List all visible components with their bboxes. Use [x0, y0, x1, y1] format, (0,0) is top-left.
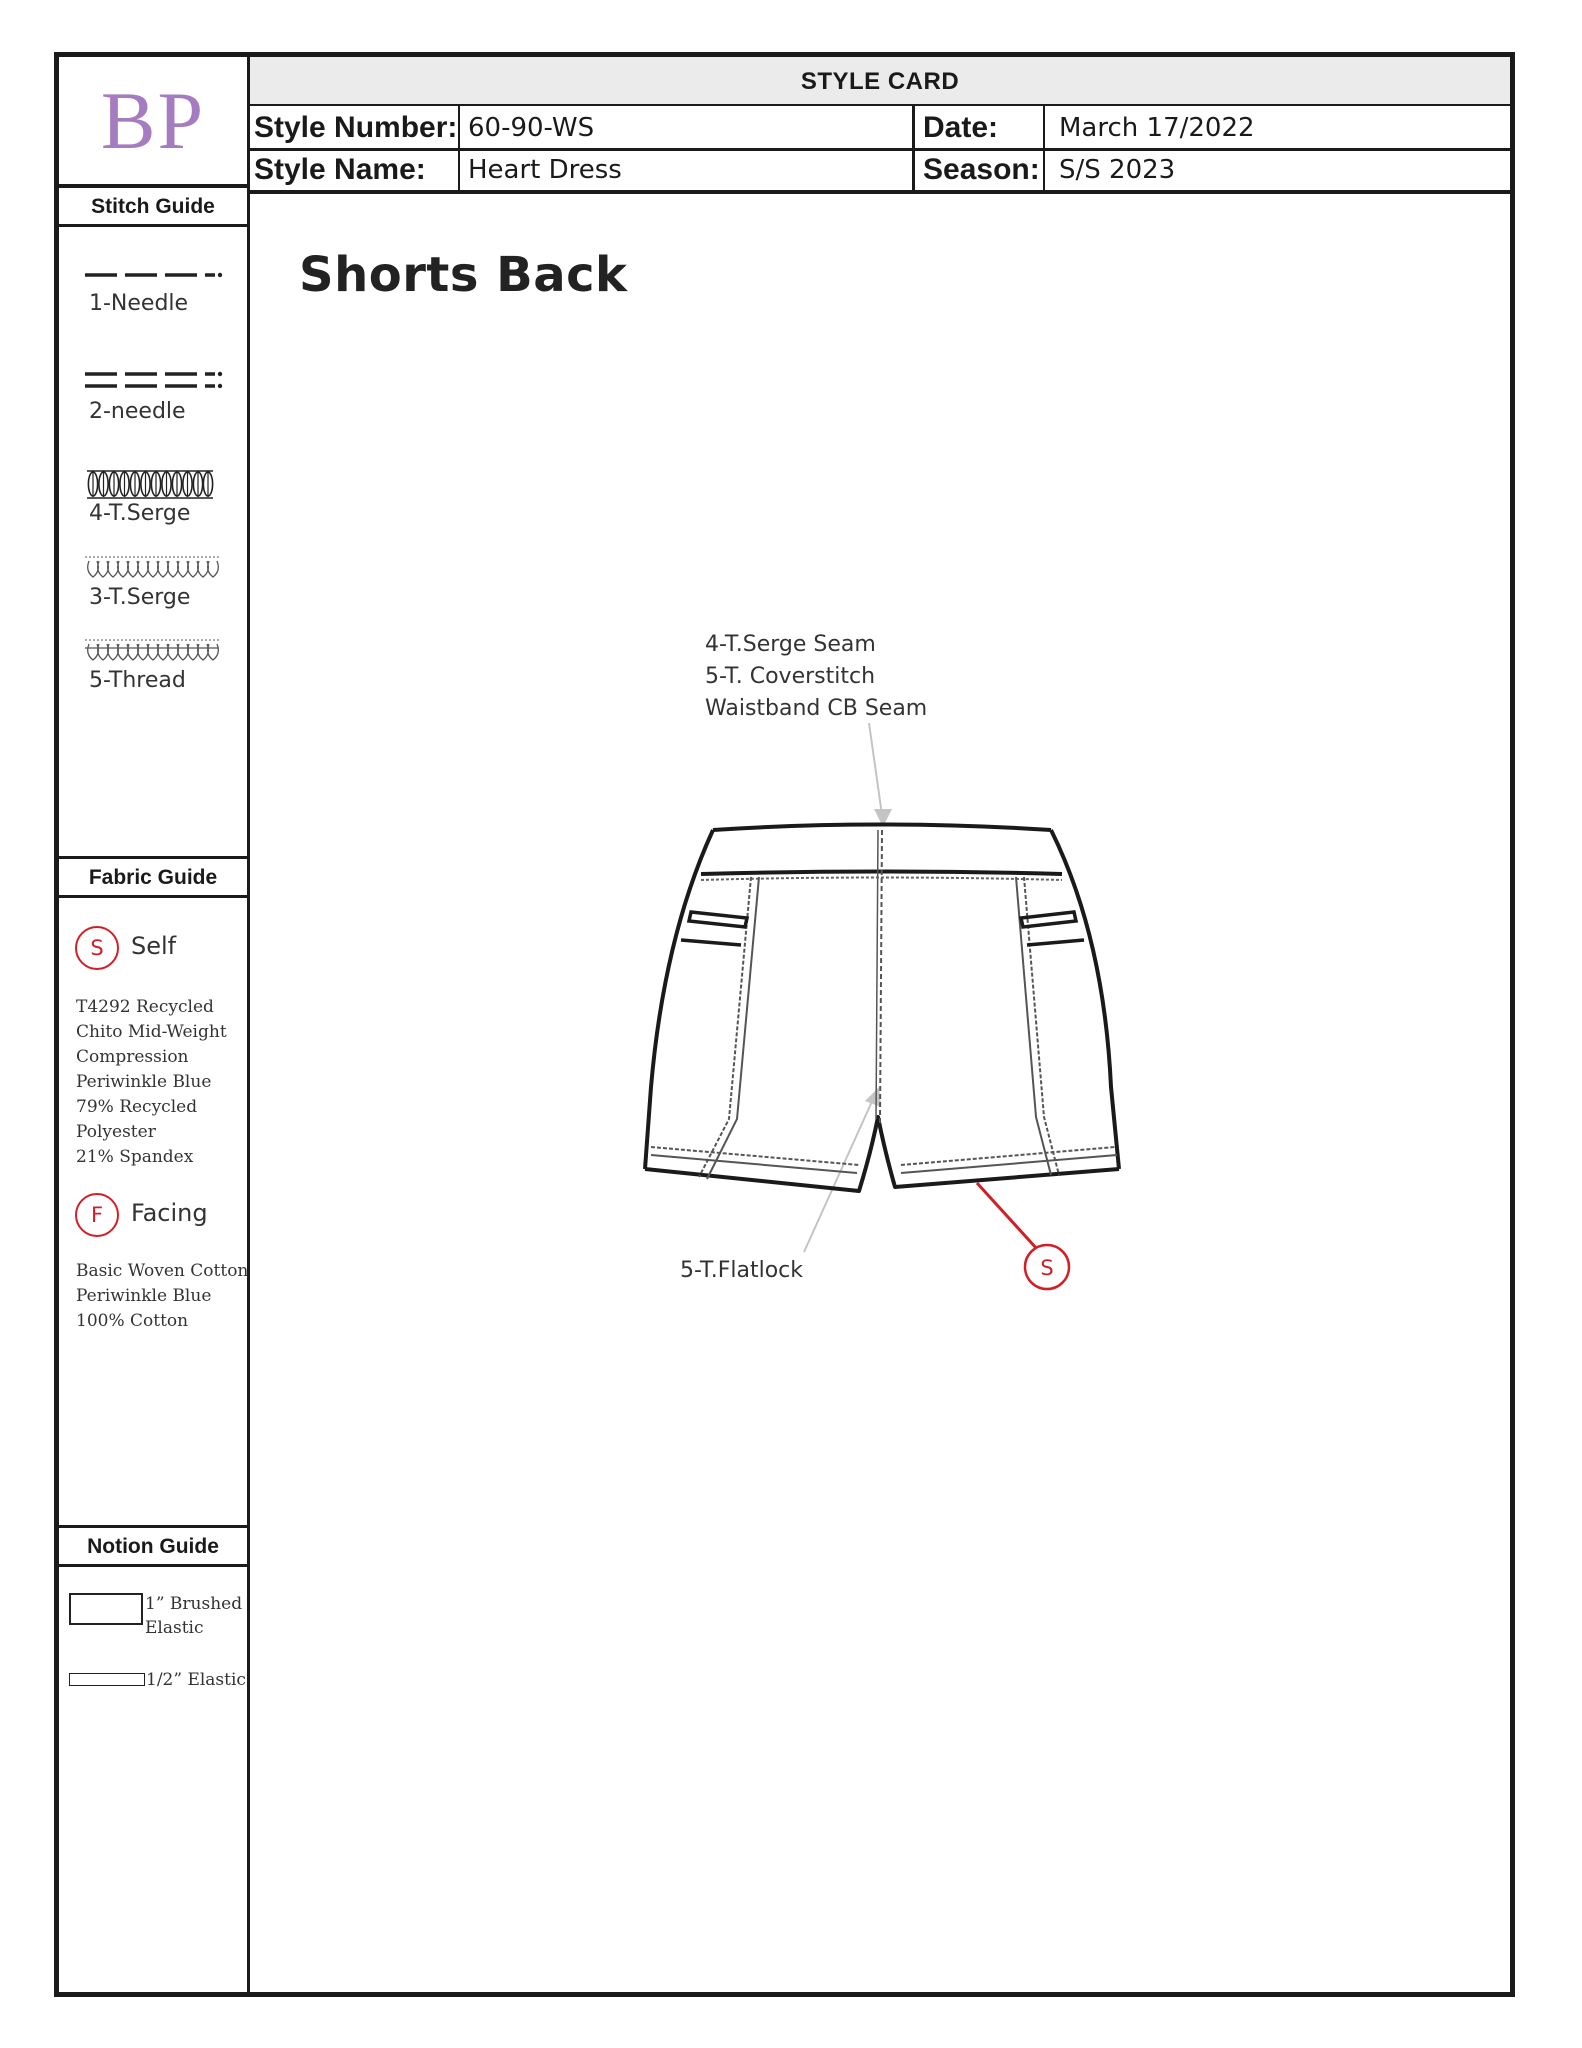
callout-line: 4-T.Serge Seam: [705, 632, 876, 657]
season-value: S/S 2023: [1059, 155, 1176, 185]
stitch-label-3-t-serge: 3-T.Serge: [89, 585, 191, 610]
waistband-leader-line: [869, 723, 882, 815]
callout-line: Waistband CB Seam: [705, 696, 928, 721]
self-fabric-line: Periwinkle Blue: [76, 1072, 212, 1092]
self-fabric-name: Self: [131, 932, 177, 960]
fabric-marker-leader: [977, 1183, 1037, 1249]
stitch-label-4-t-serge: 4-T.Serge: [89, 501, 191, 526]
notion-label-line: 1” Brushed: [145, 1594, 243, 1614]
center-back-seam: [880, 830, 882, 1123]
shorts-back-drawing: [59, 57, 1510, 1992]
style-number-value: 60-90-WS: [460, 106, 915, 148]
style-card-frame: [54, 52, 1515, 1997]
notion-guide-heading: Notion Guide: [59, 1525, 247, 1567]
fabric-marker-label: S: [1040, 1256, 1054, 1280]
brand-logo: BP: [100, 74, 206, 166]
facing-fabric-badge: F: [75, 1193, 119, 1237]
style-name-label: Style Name:: [250, 148, 460, 190]
facing-fabric-line: 100% Cotton: [76, 1311, 189, 1331]
style-number-label: Style Number:: [250, 106, 460, 148]
fabric-guide-heading: Fabric Guide: [59, 856, 247, 898]
facing-fabric-name: Facing: [131, 1199, 208, 1227]
flatlock-leader-arrow-icon: [865, 1087, 881, 1107]
callout-line: 5-T. Coverstitch: [705, 664, 876, 689]
self-fabric-line: 79% Recycled: [76, 1097, 198, 1117]
self-fabric-line: Compression: [76, 1047, 189, 1067]
stitch-label-2-needle: 2-needle: [89, 399, 186, 424]
page-title: Shorts Back: [299, 247, 628, 303]
stitch-label-1-needle: 1-Needle: [89, 291, 189, 316]
back-pocket-welts: [681, 912, 1084, 945]
side-panels: [651, 877, 1117, 1179]
style-name-value: Heart Dress: [460, 148, 915, 190]
self-fabric-line: Polyester: [76, 1122, 156, 1142]
header-title: STYLE CARD: [250, 57, 1510, 106]
stitch-guide-heading: Stitch Guide: [59, 188, 247, 227]
facing-fabric-line: Basic Woven Cotton: [76, 1261, 249, 1281]
facing-fabric-line: Periwinkle Blue: [76, 1286, 212, 1306]
self-fabric-line: T4292 Recycled: [76, 997, 214, 1017]
date-label: Date:: [915, 106, 1045, 148]
self-fabric-line: Chito Mid-Weight: [76, 1022, 227, 1042]
stitch-label-5-thread: 5-Thread: [89, 668, 186, 693]
self-fabric-line: 21% Spandex: [76, 1147, 194, 1167]
season-label: Season:: [915, 148, 1045, 190]
self-fabric-badge: S: [75, 926, 119, 970]
notion-label-line: Elastic: [145, 1618, 204, 1638]
date-value: March 17/2022: [1059, 113, 1255, 143]
flatlock-callout: 5-T.Flatlock: [680, 1258, 804, 1283]
notion-label-half-inch-elastic: 1/2” Elastic: [146, 1670, 246, 1690]
